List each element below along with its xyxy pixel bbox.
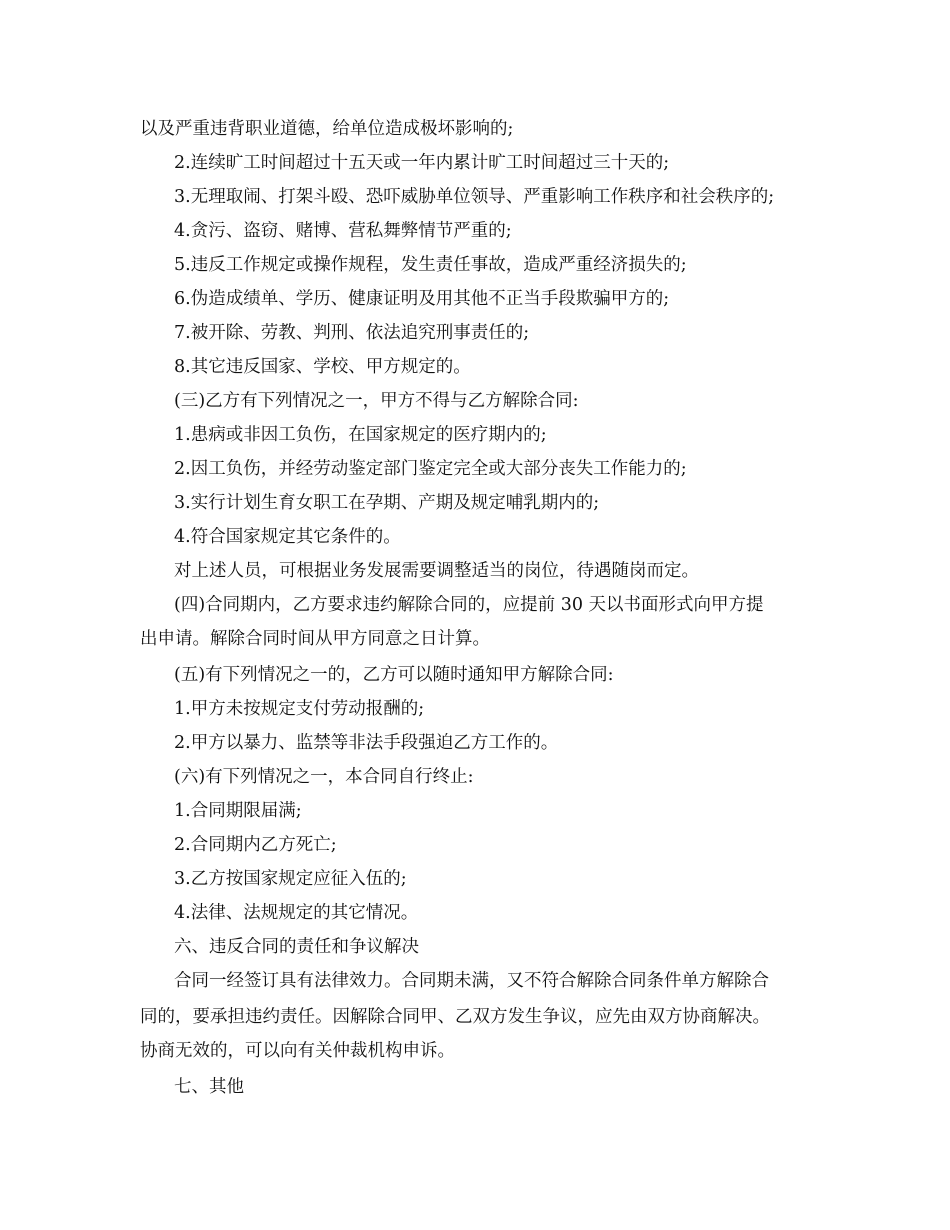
paragraph-line: 3.无理取闹、打架斗殴、恐吓威胁单位领导、严重影响工作秩序和社会秩序的;	[174, 187, 775, 207]
section-heading: (四)合同期内，乙方要求违约解除合同的，应提前 30 天以书面形式向甲方提	[174, 595, 764, 615]
paragraph-line: 2.连续旷工时间超过十五天或一年内累计旷工时间超过三十天的;	[174, 153, 670, 173]
section-heading: (三)乙方有下列情况之一，甲方不得与乙方解除合同:	[174, 391, 579, 411]
paragraph-line: 8.其它违反国家、学校、甲方规定的。	[174, 357, 471, 377]
paragraph-line: 3.实行计划生育女职工在孕期、产期及规定哺乳期内的;	[174, 493, 600, 513]
paragraph-line: 协商无效的，可以向有关仲裁机构申诉。	[140, 1041, 455, 1061]
paragraph-line: 出申请。解除合同时间从甲方同意之日计算。	[140, 629, 490, 649]
section-heading: (五)有下列情况之一的，乙方可以随时通知甲方解除合同:	[174, 665, 614, 685]
paragraph-line: 对上述人员，可根据业务发展需要调整适当的岗位，待遇随岗而定。	[174, 561, 699, 581]
paragraph-line: 6.伪造成绩单、学历、健康证明及用其他不正当手段欺骗甲方的;	[174, 289, 670, 309]
chapter-heading: 六、违反合同的责任和争议解决	[174, 937, 419, 957]
paragraph-line: 同的，要承担违约责任。因解除合同甲、乙双方发生争议，应先由双方协商解决。	[140, 1007, 770, 1027]
paragraph-line: 2.合同期内乙方死亡;	[174, 835, 337, 855]
chapter-heading: 七、其他	[174, 1077, 244, 1097]
paragraph-line: 7.被开除、劳教、判刑、依法追究刑事责任的;	[174, 323, 530, 343]
paragraph-line: 2.因工负伤，并经劳动鉴定部门鉴定完全或大部分丧失工作能力的;	[174, 459, 687, 479]
paragraph-line: 1.合同期限届满;	[174, 801, 302, 821]
paragraph-line: 1.患病或非因工负伤，在国家规定的医疗期内的;	[174, 425, 547, 445]
paragraph-line: 合同一经签订具有法律效力。合同期未满，又不符合解除合同条件单方解除合	[174, 971, 769, 991]
paragraph-line: 2.甲方以暴力、监禁等非法手段强迫乙方工作的。	[174, 733, 559, 753]
paragraph-line: 1.甲方未按规定支付劳动报酬的;	[174, 699, 425, 719]
paragraph-line: 3.乙方按国家规定应征入伍的;	[174, 869, 407, 889]
paragraph-line: 以及严重违背职业道德，给单位造成极坏影响的;	[140, 119, 514, 139]
paragraph-line: 4.法律、法规规定的其它情况。	[174, 903, 419, 923]
paragraph-line: 4.符合国家规定其它条件的。	[174, 527, 401, 547]
paragraph-line: 5.违反工作规定或操作规程，发生责任事故，造成严重经济损失的;	[174, 255, 687, 275]
section-heading: (六)有下列情况之一，本合同自行终止:	[174, 767, 474, 787]
paragraph-line: 4.贪污、盗窃、赌博、营私舞弊情节严重的;	[174, 221, 512, 241]
